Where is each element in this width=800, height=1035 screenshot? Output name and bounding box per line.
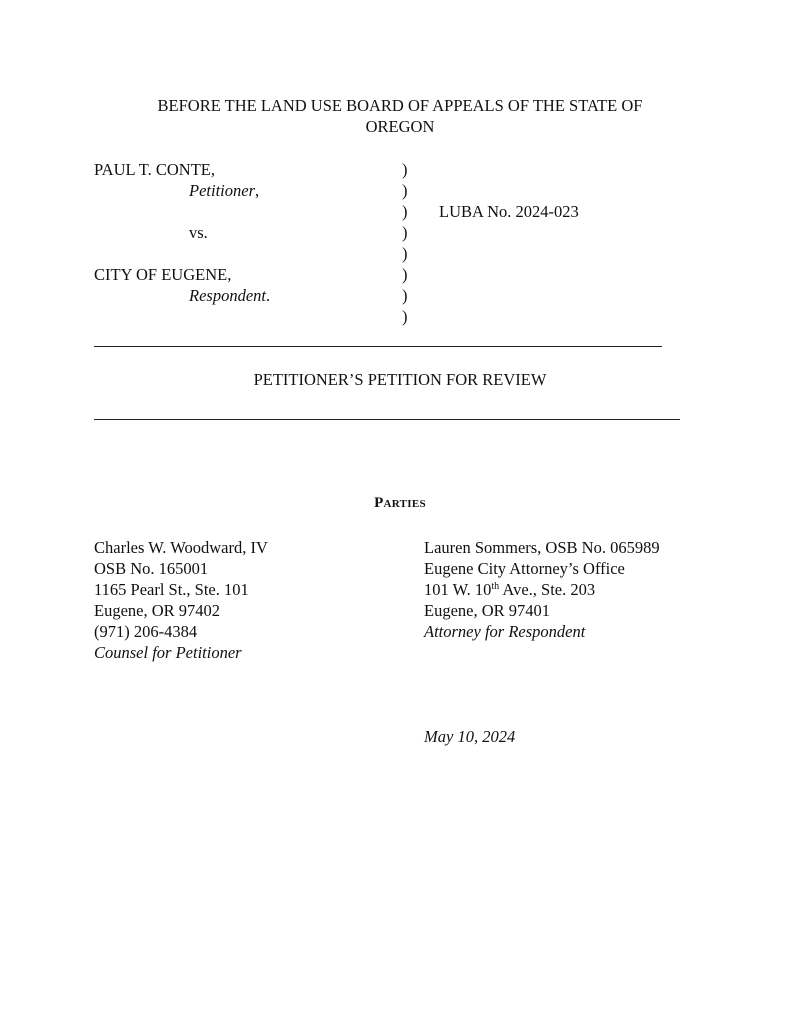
document-title: PETITIONER’S PETITION FOR REVIEW [253, 370, 547, 389]
caption-rule [94, 346, 662, 347]
caption-paren: ) [402, 244, 408, 263]
caption-paren: ) [402, 202, 408, 221]
petitioner-name: PAUL T. CONTE, [94, 160, 216, 179]
respondent-name: CITY OF EUGENE, [94, 265, 232, 284]
respondent-counsel-block [424, 537, 660, 642]
caption-paren: ) [402, 181, 408, 200]
caption-paren: ) [402, 223, 408, 242]
respondent-counsel-name: Lauren Sommers, OSB No. 065989 [424, 538, 660, 557]
parties-heading: Parties [374, 495, 426, 511]
respondent-counsel-office: Eugene City Attorney’s Office [424, 559, 625, 578]
respondent-counsel-address1: 101 W. 10th Ave., Ste. 203 [424, 580, 596, 599]
petitioner-counsel-bar: OSB No. 165001 [94, 559, 209, 578]
caption-paren: ) [402, 160, 408, 179]
petitioner-counsel-name: Charles W. Woodward, IV [94, 538, 268, 557]
respondent-counsel-address2: Eugene, OR 97401 [424, 601, 551, 620]
court-title-line-2: OREGON [365, 117, 435, 136]
caption-paren: ) [402, 286, 408, 305]
petitioner-counsel-phone: (971) 206-4384 [94, 622, 198, 641]
title-rule [94, 419, 680, 420]
caption-paren: ) [402, 265, 408, 284]
case-number: LUBA No. 2024-023 [439, 202, 579, 221]
respondent-role: Respondent. [189, 286, 271, 305]
petitioner-role: Petitioner, [189, 181, 260, 200]
respondent-counsel-role: Attorney for Respondent [424, 622, 586, 641]
versus: vs. [189, 223, 208, 242]
caption-paren: ) [402, 307, 408, 326]
petitioner-counsel-block [94, 537, 268, 663]
petitioner-counsel-address1: 1165 Pearl St., Ste. 101 [94, 580, 249, 599]
filing-date: May 10, 2024 [424, 727, 516, 746]
petitioner-counsel-address2: Eugene, OR 97402 [94, 601, 221, 620]
court-title-line-1: BEFORE THE LAND USE BOARD OF APPEALS OF THE STATE OF [157, 96, 643, 115]
petitioner-counsel-role: Counsel for Petitioner [94, 643, 242, 662]
